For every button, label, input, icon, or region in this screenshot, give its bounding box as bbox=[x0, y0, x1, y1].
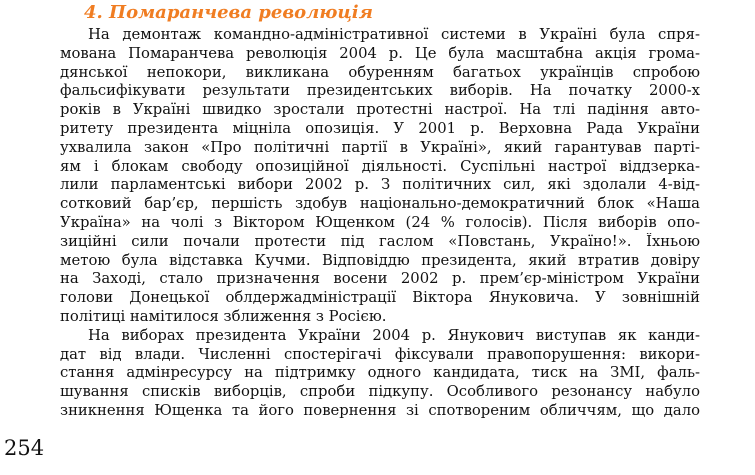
page-number: 254 bbox=[4, 436, 45, 460]
paragraph-1-line-12: зиційні сили почали протести під гаслом «Повстань, Україно!». Їхньою bbox=[60, 232, 700, 250]
paragraph-2-line-4: шування списків виборців, спроби підкупу. Особливого резонансу набуло bbox=[60, 383, 700, 401]
paragraph-1-line-3: дянської непокори, викликана обуренням багатьох українців спробою bbox=[60, 63, 700, 81]
paragraph-2-line-1: На виборах президента України 2004 р. Янукович виступав як канди- bbox=[88, 326, 700, 344]
paragraph-1-line-2: мована Помаранчева революція 2004 р. Це була масштабна акція грома- bbox=[60, 44, 700, 62]
paragraph-1-line-5: років в Україні швидко зростали протестні настрої. На тлі падіння авто- bbox=[60, 101, 700, 119]
paragraph-1-line-16: політиці намітилося зближення з Росією. bbox=[60, 307, 387, 325]
paragraph-1-line-6: ритету президента міцніла опозиція. У 2001 р. Верховна Рада України bbox=[60, 119, 700, 137]
paragraph-1-line-11: Україна» на чолі з Віктором Ющенком (24 % голосів). Після виборів опо- bbox=[60, 213, 700, 231]
paragraph-1-line-10: сотковий бар’єр, першість здобув національно-демократичний блок «Наша bbox=[60, 195, 700, 213]
paragraph-1-line-14: на Заході, стало призначення восени 2002 р. прем’єр-міністром України bbox=[60, 270, 700, 288]
paragraph-1-line-4: фальсифікувати результати президентських виборів. На початку 2000-х bbox=[60, 82, 700, 100]
paragraph-2-line-2: дат від влади. Численні спостерігачі фіксували правопорушення: викори- bbox=[60, 345, 700, 363]
paragraph-2-line-5: зникнення Ющенка та його повернення зі спотвореним обличчям, що дало bbox=[60, 401, 700, 419]
paragraph-1-line-9: лили парламентські вибори 2002 р. З політичних сил, які здолали 4-від- bbox=[60, 176, 700, 194]
paragraph-1-line-7: ухвалила закон «Про політичні партії в Україні», який гарантував парті- bbox=[60, 138, 700, 156]
paragraph-1-line-15: голови Донецької облдержадміністрації Віктора Януковича. У зовнішній bbox=[60, 289, 700, 307]
section-title: 4. Помаранчева революція bbox=[84, 2, 373, 23]
paragraph-2-line-3: стання адмінресурсу на підтримку одного кандидата, тиск на ЗМІ, фаль- bbox=[60, 364, 700, 382]
paragraph-1-line-1: На демонтаж командно-адміністративної системи в Україні була спря- bbox=[88, 26, 700, 43]
paragraph-1-line-8: ям і блокам свободу опозиційної діяльності. Суспільні настрої віддзерка- bbox=[60, 157, 700, 175]
paragraph-1-line-13: метою була відставка Кучми. Відповіддю президента, який втратив довіру bbox=[60, 251, 700, 269]
body-text bbox=[60, 26, 700, 421]
